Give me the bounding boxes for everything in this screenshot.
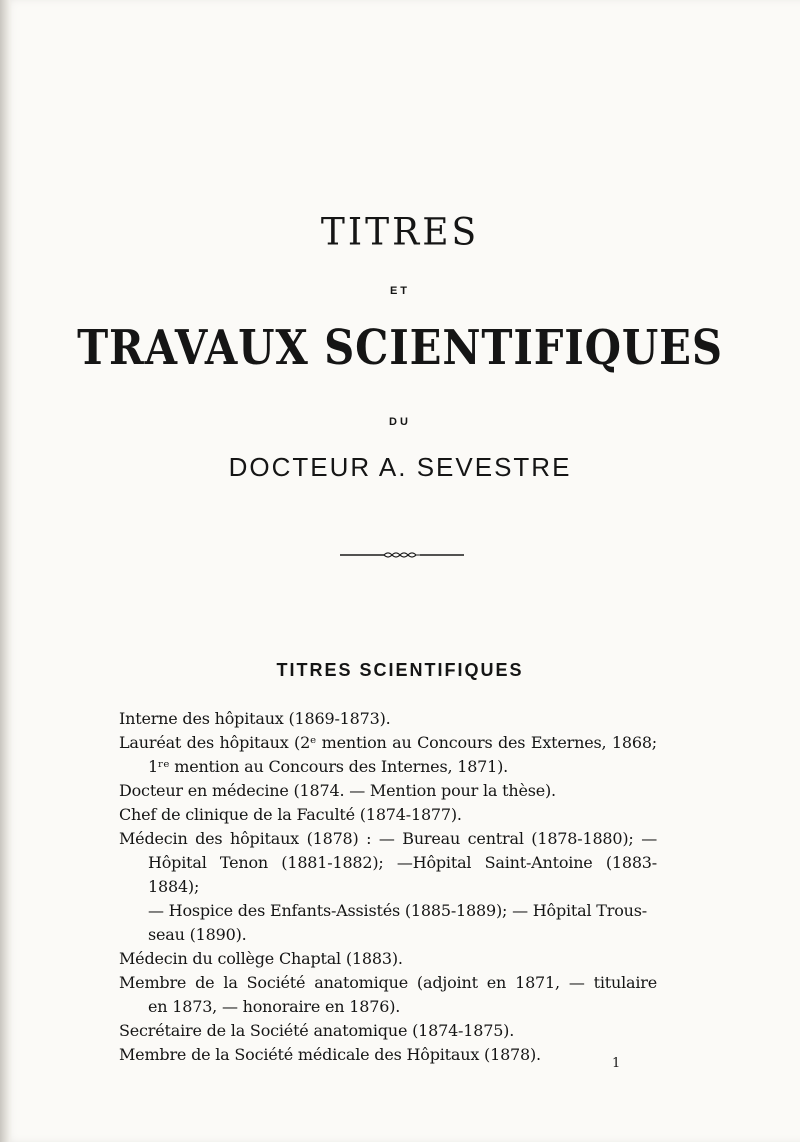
list-item <box>119 971 657 1019</box>
list-item <box>119 1019 657 1043</box>
list-item <box>119 779 657 803</box>
entry-line: Secrétaire de la Société anatomique (1874-1875). <box>119 1021 515 1040</box>
entry-line: Docteur en médecine (1874. — Mention pour la thèse). <box>119 781 556 800</box>
title-travaux-scientifiques: TRAVAUX SCIENTIFIQUES <box>77 320 723 376</box>
title-et: ET <box>389 285 411 297</box>
entry-line: Interne des hôpitaux (1869-1873). <box>119 709 391 728</box>
entry-line: Membre de la Société anatomique (adjoint en 1871, — titulaire <box>119 973 657 992</box>
title-titres: TITRES <box>320 210 480 255</box>
entry-line: en 1873, — honoraire en 1876). <box>148 997 401 1016</box>
list-item <box>119 1043 657 1067</box>
author-name: DOCTEUR A. SEVESTRE <box>228 452 572 482</box>
entry-line: 1ʳᵉ mention au Concours des Internes, 1871). <box>148 757 509 776</box>
binding-shadow <box>0 0 12 1142</box>
entry-line: Lauréat des hôpitaux (2ᵉ mention au Concours des Externes, 1868; <box>119 733 657 752</box>
list-item <box>119 827 657 947</box>
list-item <box>119 731 657 779</box>
entry-line: Hôpital Tenon (1881-1882); —Hôpital Saint-Antoine (1883-1884); <box>148 853 657 896</box>
entry-line: Médecin des hôpitaux (1878) : — Bureau central (1878-1880); — <box>119 829 657 848</box>
section-heading: TITRES SCIENTIFIQUES <box>276 660 524 680</box>
list-item <box>119 803 657 827</box>
page-number: 1 <box>612 1056 621 1071</box>
entry-line: Médecin du collège Chaptal (1883). <box>119 949 403 968</box>
list-item <box>119 947 657 971</box>
list-item <box>119 707 657 731</box>
entries-list <box>119 707 657 1067</box>
entry-line: Membre de la Société médicale des Hôpitaux (1878). <box>119 1045 541 1064</box>
title-du: DU <box>389 416 411 428</box>
ornamental-rule-icon <box>340 548 464 562</box>
entry-line: — Hospice des Enfants-Assistés (1885-1889); — Hôpital Trous- <box>148 901 647 920</box>
entry-line: seau (1890). <box>148 925 247 944</box>
entry-line: Chef de clinique de la Faculté (1874-1877). <box>119 805 462 824</box>
